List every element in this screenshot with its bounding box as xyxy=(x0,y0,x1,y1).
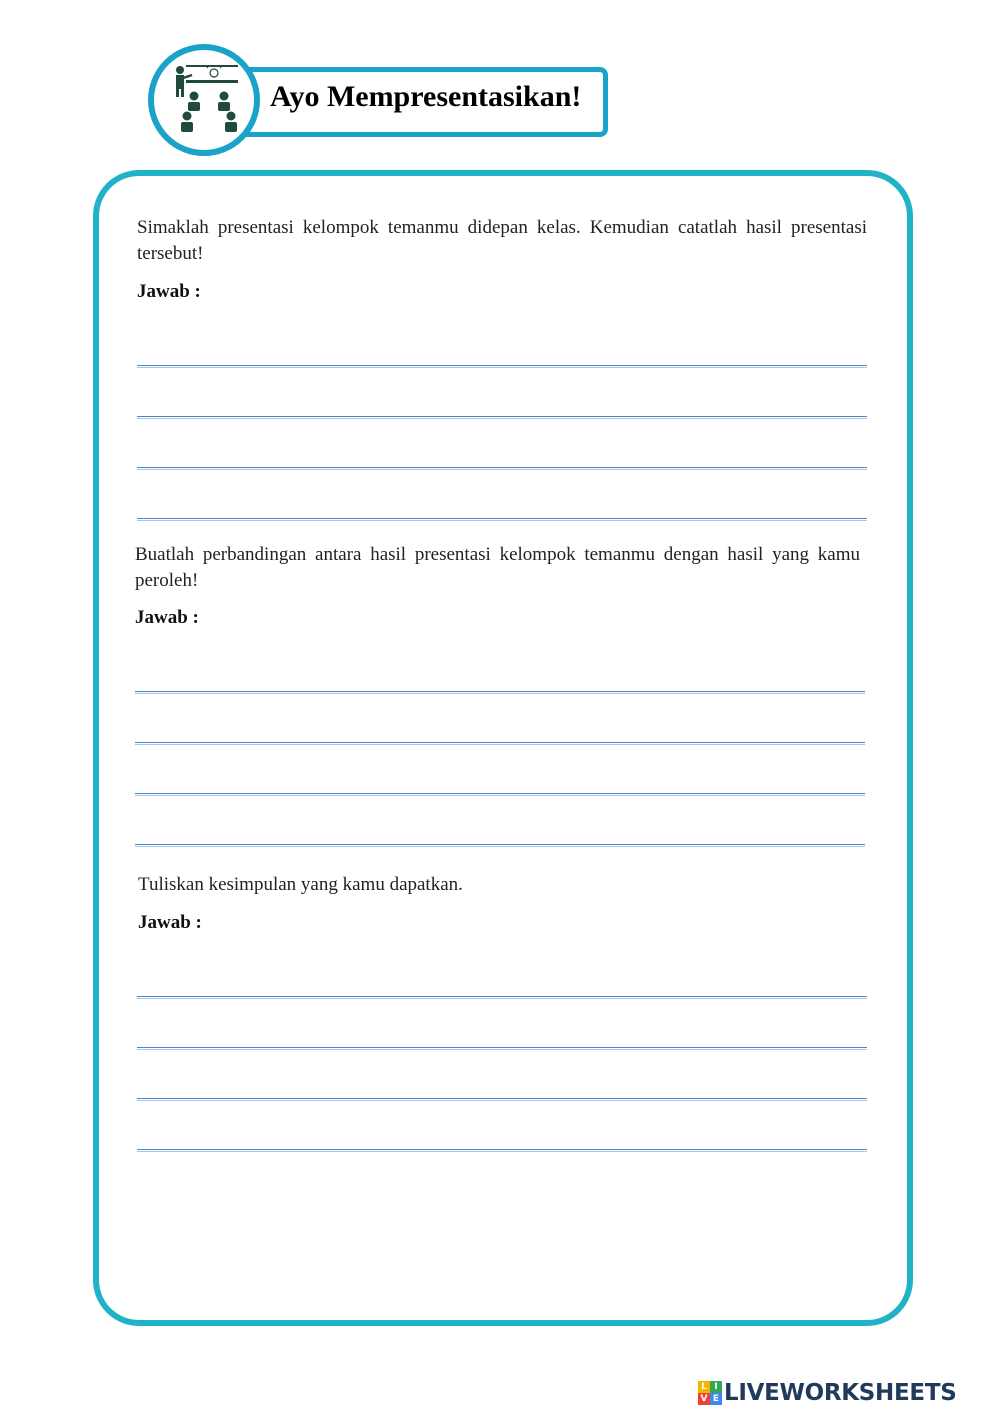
question-2-text: Buatlah perbandingan antara hasil presentasi kelompok temanmu dengan hasil yang kamu peroleh! xyxy=(135,544,860,591)
question-2-answer-label: Jawab : xyxy=(135,607,199,628)
answer-1-line-2[interactable] xyxy=(137,416,867,419)
question-1-text: Simaklah presentasi kelompok temanmu didepan kelas. Kemudian catatlah hasil presentasi tersebut! xyxy=(137,217,867,264)
presentation-icon xyxy=(162,58,246,142)
page-title: Ayo Mempresentasikan! xyxy=(270,80,582,113)
answer-2-line-2[interactable] xyxy=(135,742,865,745)
logo-letter: E xyxy=(710,1393,722,1405)
answer-2-line-4[interactable] xyxy=(135,844,865,847)
answer-2-line-3[interactable] xyxy=(135,793,865,796)
answer-3-line-2[interactable] xyxy=(137,1047,867,1050)
answer-2-line-1[interactable] xyxy=(135,691,865,694)
question-3-text: Tuliskan kesimpulan yang kamu dapatkan. xyxy=(138,874,463,895)
answer-3-line-1[interactable] xyxy=(137,996,867,999)
header-badge xyxy=(148,44,260,156)
brand-name: LIVEWORKSHEETS xyxy=(724,1380,957,1406)
question-3-answer-label: Jawab : xyxy=(138,912,202,933)
question-1-answer-label: Jawab : xyxy=(137,281,201,302)
logo-letter: L xyxy=(698,1381,710,1393)
logo-letter: I xyxy=(710,1381,722,1393)
liveworksheets-logo-icon xyxy=(698,1381,722,1405)
answer-1-line-4[interactable] xyxy=(137,518,867,521)
answer-3-line-4[interactable] xyxy=(137,1149,867,1152)
answer-1-line-1[interactable] xyxy=(137,365,867,368)
answer-3-line-3[interactable] xyxy=(137,1098,867,1101)
liveworksheets-brand[interactable] xyxy=(698,1377,956,1409)
logo-letter: V xyxy=(698,1393,710,1405)
worksheet-frame xyxy=(93,170,913,1326)
answer-1-line-3[interactable] xyxy=(137,467,867,470)
